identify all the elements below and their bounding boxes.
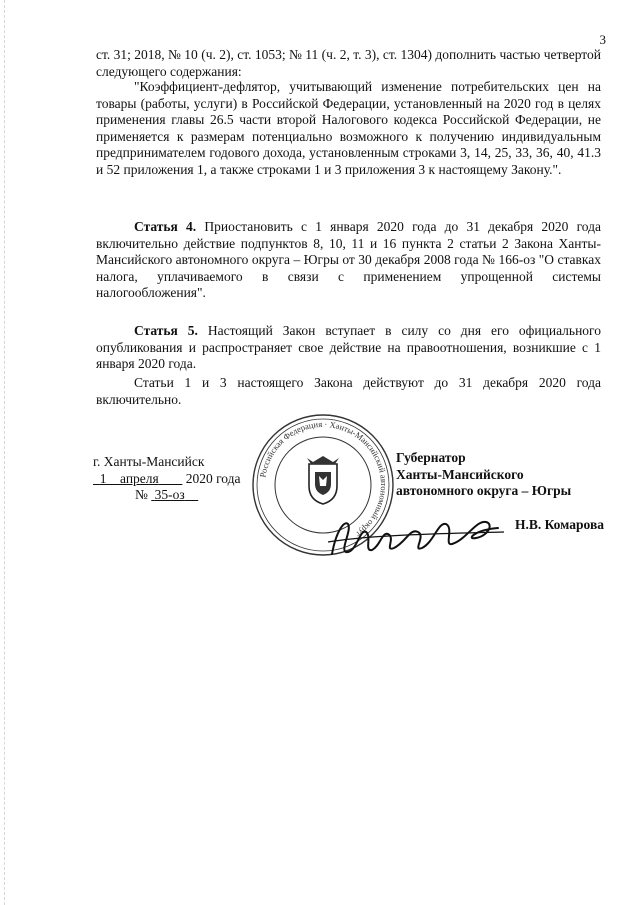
handwritten-signature: [326, 502, 506, 562]
signer-title-line: автономного округа – Югры: [396, 483, 572, 498]
signer-name: Н.В. Комарова: [514, 517, 604, 532]
article-5: [96, 323, 601, 373]
signer-title-line: Губернатор: [396, 450, 466, 465]
paragraph-text: Статьи 1 и 3 настоящего Закона действуют до 31 декабря 2020 года включительно.: [96, 375, 601, 407]
number-sign: №: [135, 487, 148, 502]
scan-edge: [4, 0, 7, 905]
paragraph-text: "Коэффициент-дефлятор, учитывающий изменение потребительских цен на товары (работы, услуги) в Российской Федерации, установленный на 2020 год в целях применения главы 26.5 части второй Налогового кодекса Российской Федерации, не применяется к размерам потенциально возможного к получению индивидуальным предпринимателем годового дохода, установленным строками 3, 14, 25, 33, 36, 40, 41.3 и 52 приложения 1, а также строками 1 и 3 приложения 3 к настоящему Закону.".: [96, 79, 601, 177]
paragraph-quote: [96, 79, 601, 178]
date-year: 2020 года: [185, 470, 241, 486]
city: г. Ханты-Мансийск: [93, 454, 205, 469]
paragraph-text: ст. 31; 2018, № 10 (ч. 2), ст. 1053; № 11 (ч. 2, т. 3), ст. 1304) дополнить частью четвертой следующего содержания:: [96, 47, 601, 79]
coat-of-arms-icon: [307, 456, 339, 504]
place-date-block: [93, 454, 273, 504]
signer-title-line: Ханты-Мансийского: [396, 466, 524, 482]
date-month: апреля: [120, 470, 159, 486]
article-4: [96, 219, 601, 302]
article-5-label: Статья 5.: [134, 323, 198, 338]
signer-title-block: [396, 450, 606, 500]
seal-text: Российская Федерация · Ханты-Мансийский автономный округ: [257, 418, 390, 540]
paragraph-final: [96, 375, 601, 408]
date-line: [93, 471, 273, 488]
law-number: 35-оз: [154, 487, 185, 502]
date-day: 1: [99, 470, 107, 486]
article-5-text: Настоящий Закон вступает в силу со дня его официального опубликования и распространяет свое действие на правоотношения, возникшие с 1 января 2020 года.: [96, 323, 601, 371]
article-4-text: Приостановить с 1 января 2020 года до 31 декабря 2020 года включительно действие подпунктов 8, 10, 11 и 16 пункта 2 статьи 2 Закона Ханты-Мансийского автономного округа – Югры от 30 декабря 2008 года № 166-оз "О ставках налога, уплачиваемого в связи с применением упрощенной системы налогообложения".: [96, 219, 602, 300]
law-number-line: [93, 487, 273, 504]
paragraph-continuation: [96, 47, 601, 80]
page-number: 3: [599, 32, 606, 47]
article-4-label: Статья 4.: [134, 219, 197, 234]
